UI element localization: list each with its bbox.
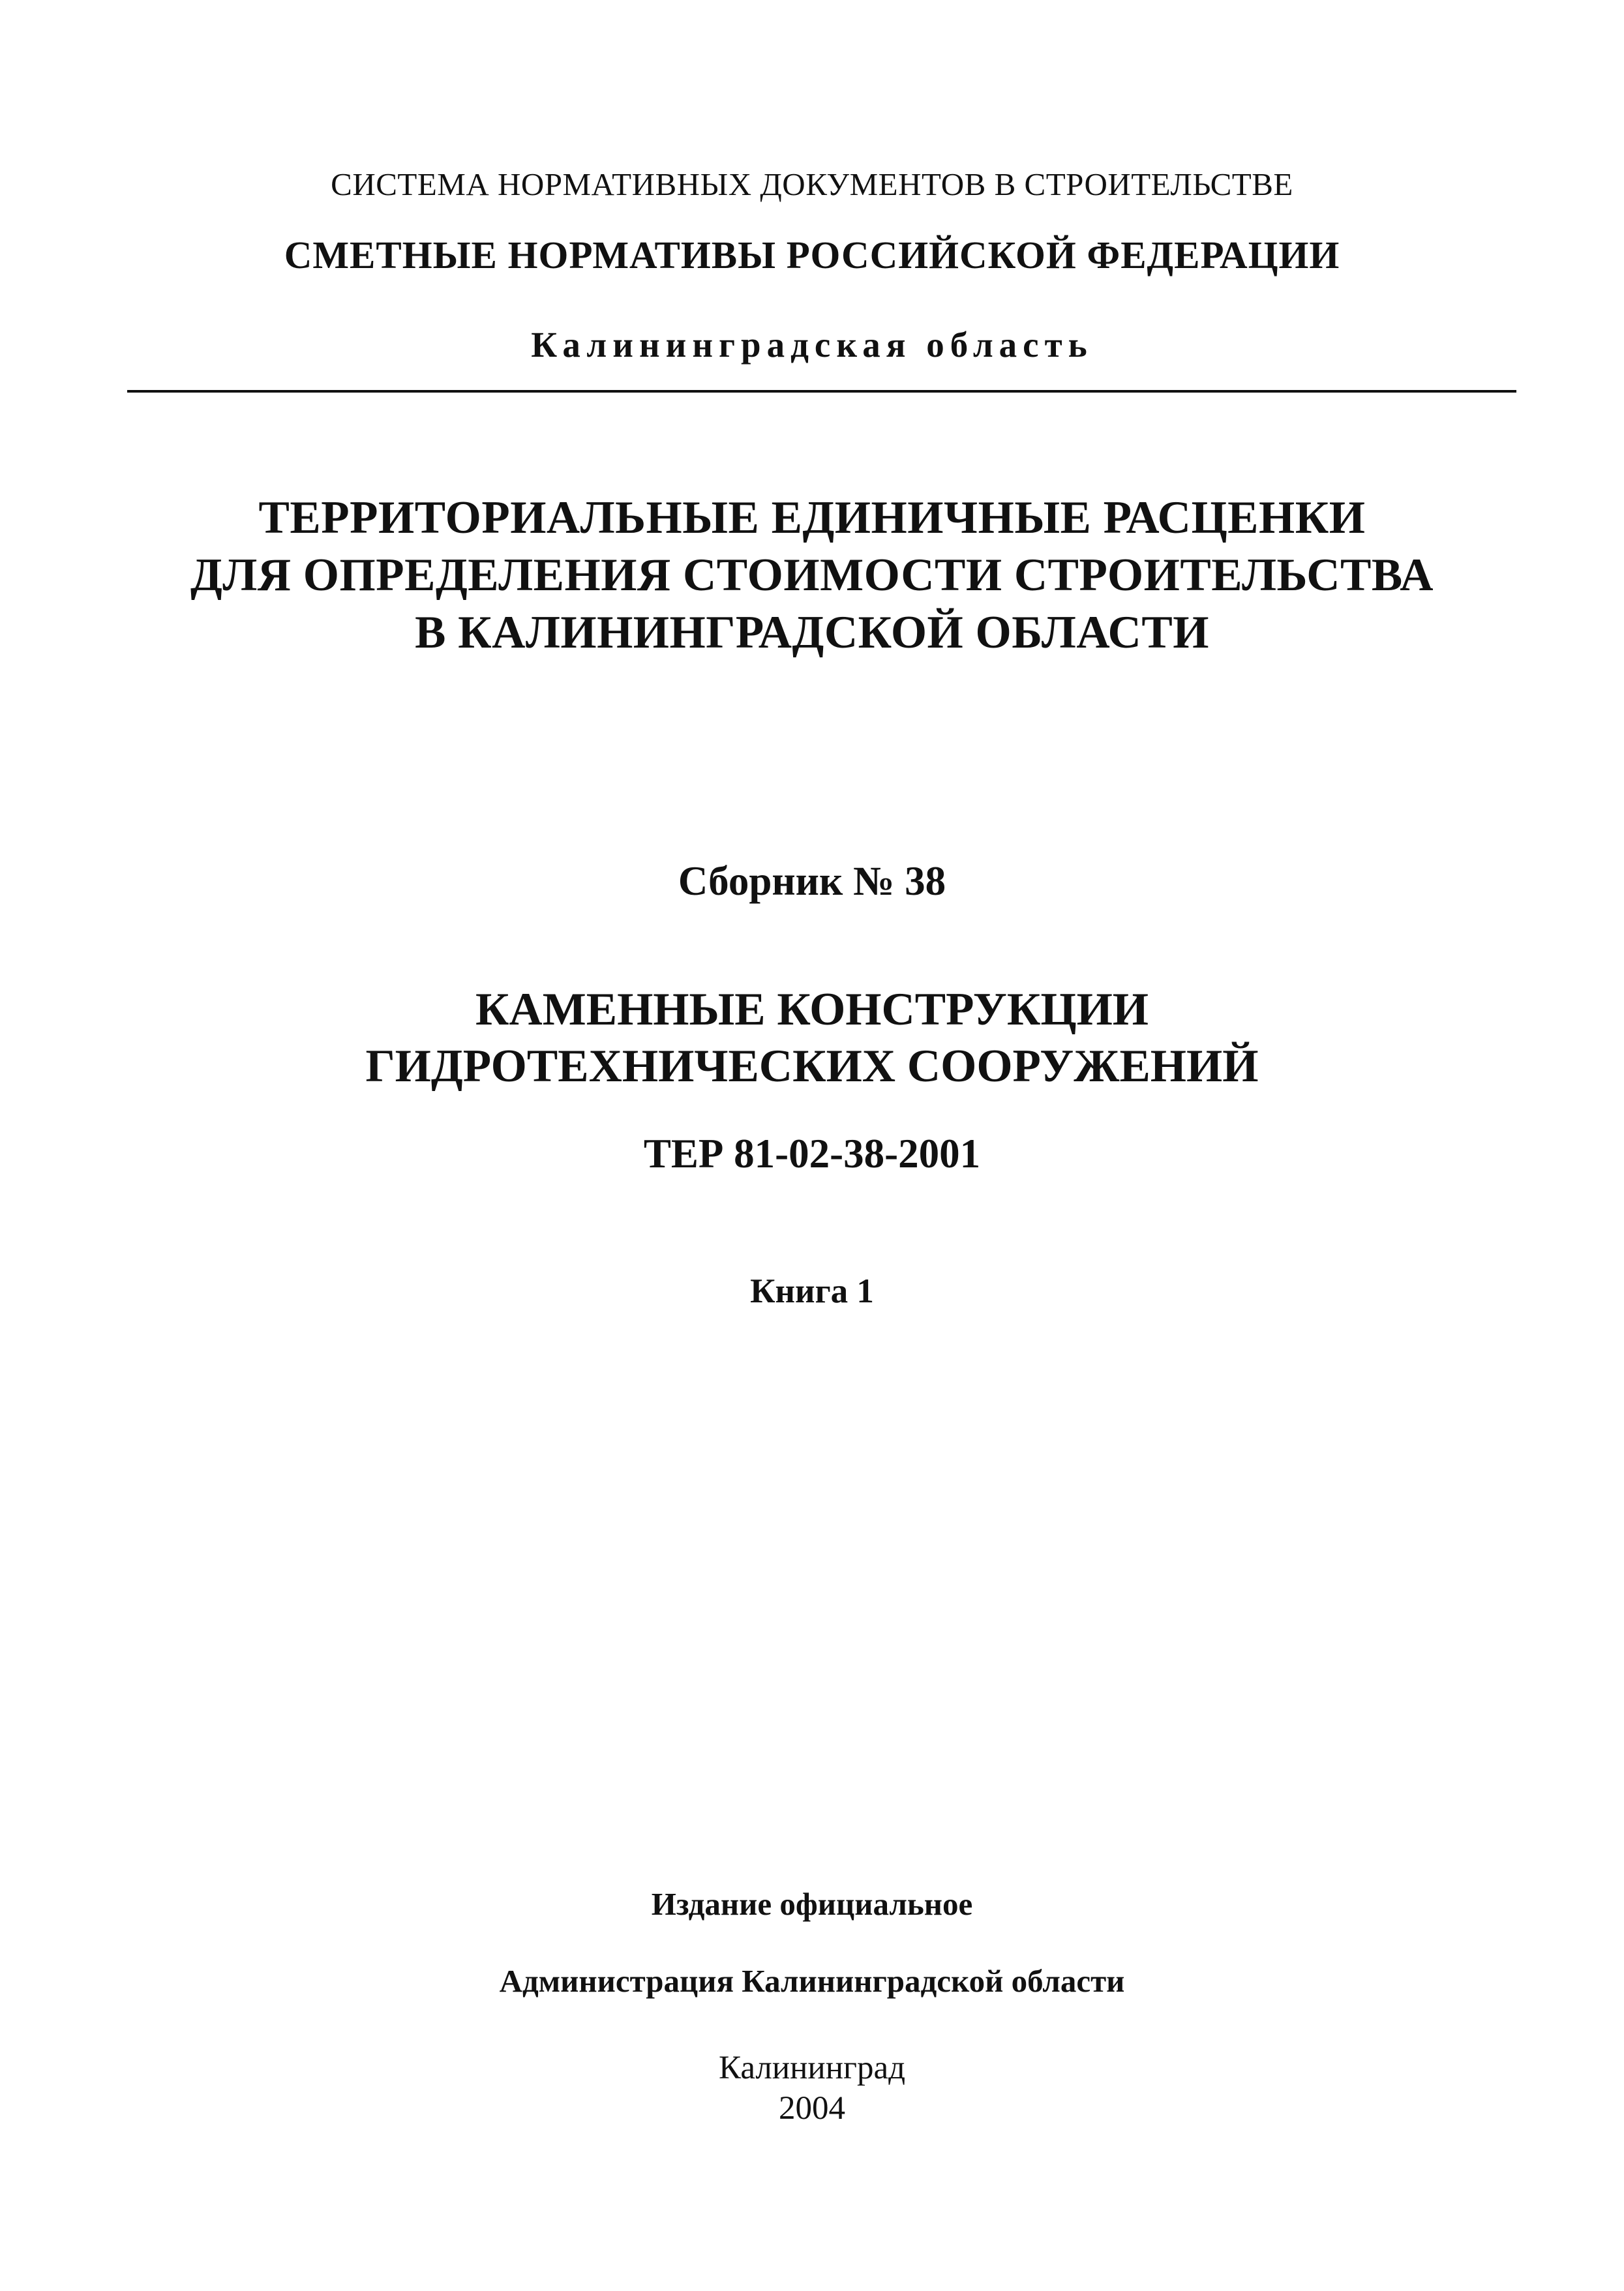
- document-title: [0, 489, 1624, 661]
- collection-number: Сборник № 38: [678, 858, 946, 904]
- title-line: ТЕРРИТОРИАЛЬНЫЕ ЕДИНИЧНЫЕ РАСЦЕНКИ: [258, 492, 1366, 543]
- edition-type: Издание официальное: [651, 1886, 973, 1922]
- header-divider: [127, 390, 1516, 393]
- document-series: СИСТЕМА НОРМАТИВНЫХ ДОКУМЕНТОВ В СТРОИТЕЛЬСТВЕ: [331, 166, 1293, 202]
- publication-year: 2004: [779, 2090, 845, 2127]
- publisher-name: Администрация Калининградской области: [499, 1963, 1125, 1999]
- collection-subject: [0, 981, 1624, 1095]
- book-number: Книга 1: [750, 1272, 874, 1310]
- publication-place: [0, 2048, 1624, 2129]
- publication-city: Калининград: [718, 2050, 906, 2086]
- normatives-heading: СМЕТНЫЕ НОРМАТИВЫ РОССИЙСКОЙ ФЕДЕРАЦИИ: [284, 233, 1340, 277]
- title-line: В КАЛИНИНГРАДСКОЙ ОБЛАСТИ: [415, 607, 1209, 658]
- document-code: ТЕР 81-02-38-2001: [643, 1131, 981, 1176]
- subject-line: КАМЕННЫЕ КОНСТРУКЦИИ: [475, 984, 1149, 1035]
- title-line: ДЛЯ ОПРЕДЕЛЕНИЯ СТОИМОСТИ СТРОИТЕЛЬСТВА: [190, 550, 1434, 601]
- subject-line: ГИДРОТЕХНИЧЕСКИХ СООРУЖЕНИЙ: [365, 1041, 1259, 1092]
- region-name: Калининградская область: [531, 325, 1093, 365]
